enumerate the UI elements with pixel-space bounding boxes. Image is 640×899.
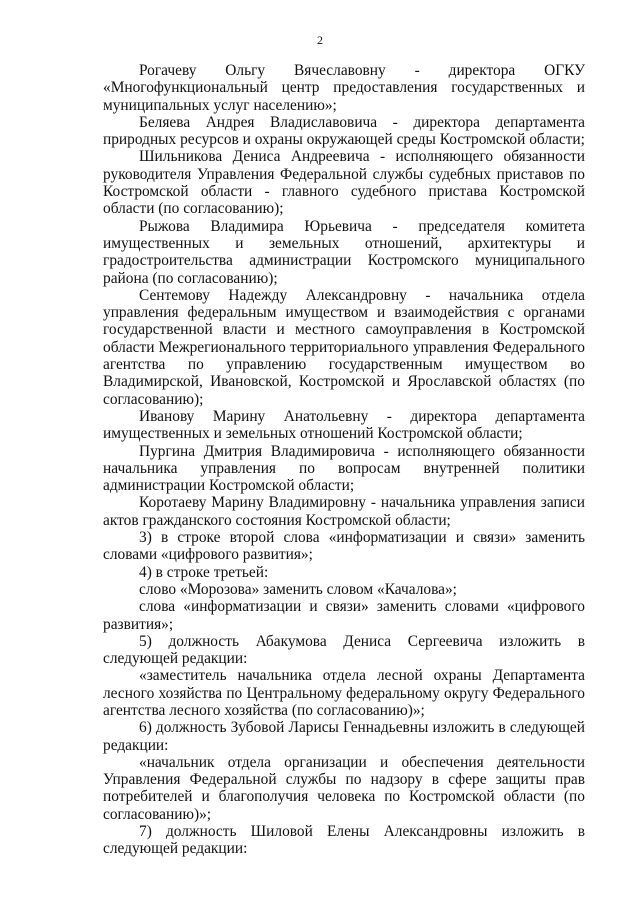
paragraph-item-4: 4) в строке третьей: bbox=[139, 563, 269, 581]
paragraph-item-4-words: слова «информатизации и связи» заменить словами «цифрового развития»; bbox=[103, 598, 585, 633]
paragraph-item-6: 6) должность Зубовой Ларисы Геннадьевны изложить в следующей редакции: bbox=[103, 719, 585, 754]
paragraph-rogacheva: Рогачеву Ольгу Вячеславовну - директора ОГКУ «Многофункциональный центр предоставления государственных и муниципальных услуг населению»; bbox=[103, 62, 585, 114]
paragraph-sentemova: Сентемову Надежду Александровну - начальника отдела управления федеральным имуществом и взаимодействия с органами государственной власти и местного самоуправления в Костромской области Межрегионального территориального управления Федерального агентства по управлению государственным имуществом во Владимирской, Ивановской, Костромской и Ярославской областях (по согласованию); bbox=[103, 286, 585, 408]
paragraph-item-6-text: «начальник отдела организации и обеспечения деятельности Управления Федеральной службы по надзору в сфере защиты прав потребителей и благополучия человека по Костромской области (по согласованию)»; bbox=[103, 753, 585, 823]
paragraph-item-5-text: «заместитель начальника отдела лесной охраны Департамента лесного хозяйства по Центральному федеральному округу Федерального агентства лесного хозяйства (по согласованию)»; bbox=[103, 667, 585, 719]
paragraph-item-5: 5) должность Абакумова Дениса Сергеевича изложить в следующей редакции: bbox=[103, 632, 585, 668]
paragraph-shilnikov: Шильникова Дениса Андреевича - исполняющего обязанности руководителя Управления Федеральной службы судебных приставов по Костромской области - главного судебного пристава Костромской области (по согласованию); bbox=[103, 148, 585, 218]
paragraph-item-3: 3) в строке второй слова «информатизации и связи» заменить словами «цифрового развития»; bbox=[103, 529, 585, 564]
document-body bbox=[103, 62, 585, 858]
paragraph-item-7: 7) должность Шиловой Елены Александровны изложить в следующей редакции: bbox=[103, 823, 585, 858]
paragraph-belyaev: Беляева Андрея Владиславовича - директора департамента природных ресурсов и охраны окружающей среды Костромской области; bbox=[103, 113, 585, 149]
paragraph-korotaeva: Коротаеву Марину Владимировну - начальника управления записи актов гражданского состояния Костромской области; bbox=[103, 494, 585, 529]
paragraph-ryzhov: Рыжова Владимира Юрьевича - председателя комитета имущественных и земельных отношений, архитектуры и градостроительства администрации Костромского муниципального района (по согласованию); bbox=[103, 217, 585, 287]
page-number: 2 bbox=[317, 33, 323, 47]
paragraph-item-4-word: слово «Морозова» заменить словом «Качалова»; bbox=[139, 580, 457, 598]
paragraph-ivanova: Иванову Марину Анатольевну - директора департамента имущественных и земельных отношений Костромской области; bbox=[103, 407, 585, 443]
paragraph-purgin: Пургина Дмитрия Владимировича - исполняющего обязанности начальника управления по вопросам внутренней политики администрации Костромской области; bbox=[103, 442, 585, 495]
